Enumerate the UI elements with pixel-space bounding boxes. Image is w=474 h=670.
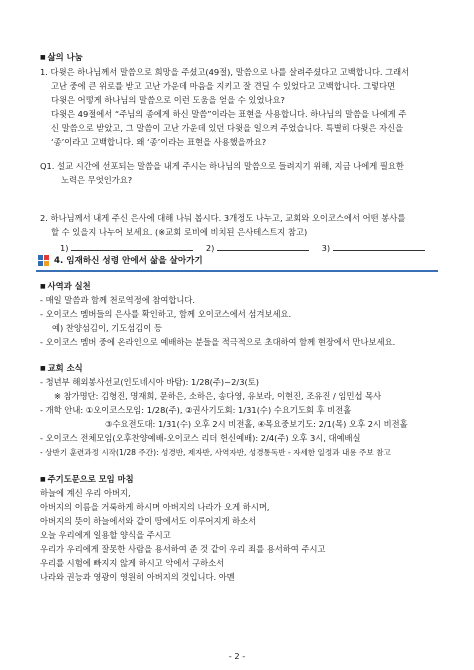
item1-line: 다윗은 어떻게 하나님의 말씀으로 이런 도움을 얻을 수 있었나요? [51,95,285,105]
news-line: - 청년부 해외봉사선교(인도네시아 바탐): 1/28(주)~2/3(토) [40,377,259,387]
item2-line: 2. 하나님께서 내게 주신 은사에 대해 나눠 봅시다. 3개정도 나누고, 교회와 오이코스에서 어떤 봉사를 [40,213,406,223]
news-line: ※ 참가명단: 김형진, 명재희, 문하은, 소하은, 송다영, 유보라, 이현진, 조유진 / 임민섭 목사 [54,391,382,401]
blank-line-2[interactable] [217,241,309,251]
section-title-life-sharing: ■ 삶의 나눔 [40,52,83,64]
item1-line: 다윗은 49절에서 “주님의 종에게 하신 말씀”이라는 표현을 사용합니다. 하나님의 말씀을 나에게 주 [51,109,407,119]
answer-blanks [60,241,425,254]
prayer-line: 오늘 우리에게 일용할 양식을 주시고 [40,530,171,540]
q1-line: 노력은 무엇인가요? [61,175,133,185]
item2-line: 할 수 있을지 나누어 보세요. (※교회 로비에 비치된 은사테스트지 참고) [51,227,308,237]
news-line: - 상반기 훈련과정 시작(1/28 주간): 성경반, 제자반, 사역자반, 성경통독반 - 자세한 일정과 내용 주보 참고 [40,448,391,457]
item1-line: 1. 다윗은 하나님께서 말씀으로 희망을 주셨고(49절), 말씀으로 나를 살려주셨다고 고백합니다. 그래서 [40,67,410,77]
prayer-line: 아버지의 이름을 거룩하게 하시며 아버지의 나라가 오게 하시며, [40,502,270,512]
page-number: - 2 - [228,651,246,661]
prayer-line: 아버지의 뜻이 하늘에서와 같이 땅에서도 이루어지게 하소서 [40,516,257,526]
mission-line: - 오이코스 멤버 중에 온라인으로 예배하는 분들을 적극적으로 초대하여 함께 현장에서 만나보세요. [40,337,396,347]
blank-line-1[interactable] [71,241,193,251]
section-logo-icon [38,255,50,267]
mission-line: 예) 찬양섬김이, 기도섬김이 등 [52,323,162,333]
mission-line: - 매일 말씀과 함께 천로역정에 참여합니다. [40,295,196,305]
blank-label-2: 2) [205,243,215,253]
prayer-line: 나라와 권능과 영광이 영원히 아버지의 것입니다. 아멘 [40,572,235,582]
blank-label-1: 1) [60,243,69,253]
blank-line-3[interactable] [333,241,425,251]
item1-line: ‘종’이라고 고백합니다. 왜 ‘종’이라는 표현을 사용했을까요? [51,137,267,147]
item1-line: 고난 중에 큰 위로를 받고 고난 가운데 마음을 지키고 잘 견딜 수 있었다고 고백합니다. 그렇다면 [51,81,396,91]
news-line: - 오이코스 전체모임(오후찬양예배-오이코스 리더 헌신예배): 2/4(주) 오후 3시, 대예배실 [40,433,361,443]
section-title-prayer: ■ 주기도문으로 모임 마침 [40,474,134,486]
section-title-mission: ■ 사역과 실천 [40,281,91,293]
prayer-line: 우리를 시험에 빠지지 않게 하시고 악에서 구하소서 [40,558,225,568]
part4-divider [36,270,438,272]
item1-line: 신 말씀으로 받았고, 그 말씀이 고난 가운데 있던 다윗을 일으켜 주었습니다. 특별히 다윗은 자신을 [51,123,404,133]
news-line: - 개학 안내: ①오이코스모임: 1/28(주), ②권사기도회: 1/31(수) 수요기도회 후 비전홀 [40,405,352,415]
news-line: ③수요전도대: 1/31(수) 오후 2시 비전홀, ④목요중보기도: 2/1(목) 오후 2시 비전홀 [105,419,408,429]
prayer-line: 하늘에 계신 우리 아버지, [40,488,131,498]
section-title-news: ■ 교회 소식 [40,363,83,375]
prayer-line: 우리가 우리에게 잘못한 사람을 용서하여 준 것 같이 우리 죄를 용서하여 주시고 [40,544,326,554]
q1-line: Q1. 설교 시간에 선포되는 말씀을 내게 주시는 하나님의 말씀으로 들려지기 위해, 지금 나에게 필요한 [40,161,404,171]
mission-line: - 오이코스 멤버들의 은사를 확인하고, 함께 오이코스에서 섬겨보세요. [40,309,292,319]
part4-title: 4. 임재하신 성령 안에서 삶을 살아가기 [54,256,203,266]
blank-label-3: 3) [321,243,331,253]
